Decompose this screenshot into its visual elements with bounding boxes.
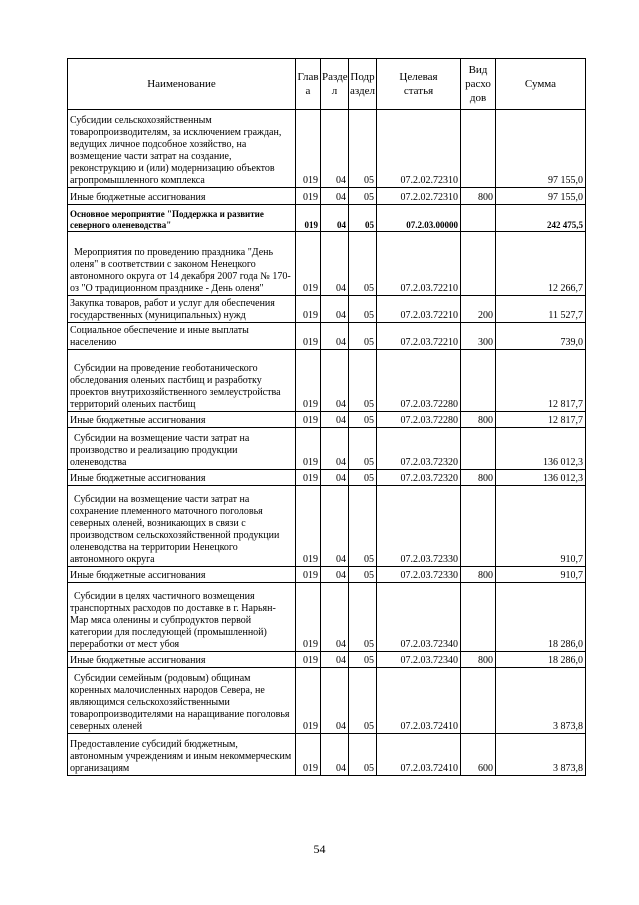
row-vid: 800: [461, 188, 496, 205]
row-glava: 019: [296, 296, 321, 323]
row-name: Социальное обеспечение и иные выплаты населению: [68, 323, 296, 350]
row-name: Иные бюджетные ассигнования: [68, 567, 296, 583]
table-row: [68, 652, 586, 668]
row-name: Иные бюджетные ассигнования: [68, 188, 296, 205]
row-razdel: 04: [321, 583, 349, 652]
row-glava: 019: [296, 668, 321, 734]
row-podrazdel: 05: [349, 296, 377, 323]
row-razdel: 04: [321, 110, 349, 188]
row-sum: 3 873,8: [496, 734, 586, 776]
table-row: [68, 296, 586, 323]
row-sum: 97 155,0: [496, 188, 586, 205]
row-glava: 019: [296, 412, 321, 428]
row-glava: 019: [296, 486, 321, 567]
row-sum: 910,7: [496, 486, 586, 567]
row-sum: 739,0: [496, 323, 586, 350]
row-vid: [461, 205, 496, 232]
table-row: [68, 428, 586, 470]
row-sum: 3 873,8: [496, 668, 586, 734]
row-name: Иные бюджетные ассигнования: [68, 412, 296, 428]
row-vid: 800: [461, 470, 496, 486]
row-razdel: 04: [321, 567, 349, 583]
header-podrazdel: Подр аздел: [349, 59, 377, 110]
header-sum: Сумма: [496, 59, 586, 110]
row-vid: 800: [461, 652, 496, 668]
row-target: 07.2.03.72410: [377, 668, 461, 734]
row-vid: [461, 110, 496, 188]
header-vid: Вид расхо дов: [461, 59, 496, 110]
table-row: [68, 188, 586, 205]
row-vid: 300: [461, 323, 496, 350]
row-target: 07.2.03.72280: [377, 350, 461, 412]
row-sum: 11 527,7: [496, 296, 586, 323]
budget-table: [67, 58, 586, 776]
row-sum: 242 475,5: [496, 205, 586, 232]
row-sum: 136 012,3: [496, 428, 586, 470]
row-podrazdel: 05: [349, 428, 377, 470]
header-glava: Глав а: [296, 59, 321, 110]
row-sum: 97 155,0: [496, 110, 586, 188]
row-target: 07.2.03.72340: [377, 652, 461, 668]
row-name: Субсидии сельскохозяйственным товаропроизводителям, за исключением граждан, ведущих личное подсобное хозяйство, на возмещение части затрат на создание, реконструкцию и (или) модернизацию объектов агропромышленного комплекса: [68, 110, 296, 188]
row-vid: [461, 428, 496, 470]
table-row: [68, 323, 586, 350]
row-name: Субсидии на возмещение части затрат на сохранение племенного маточного поголовья северных оленей, возникающих в связи с производством сельскохозяйственной продукции оленеводства на территории Ненецкого автономного округа: [68, 486, 296, 567]
row-glava: 019: [296, 567, 321, 583]
row-name: Субсидии на проведение геоботанического обследования оленьих пастбищ и разработку проектов внутрихозяйственного землеустройства территорий оленьих пастбищ: [68, 350, 296, 412]
row-razdel: 04: [321, 412, 349, 428]
row-name: Основное мероприятие "Поддержка и развитие северного оленеводства": [68, 205, 296, 232]
row-target: 07.2.03.00000: [377, 205, 461, 232]
row-razdel: 04: [321, 296, 349, 323]
row-vid: [461, 668, 496, 734]
table-row: [68, 110, 586, 188]
row-sum: 12 817,7: [496, 350, 586, 412]
row-name: Иные бюджетные ассигнования: [68, 652, 296, 668]
row-razdel: 04: [321, 486, 349, 567]
row-glava: 019: [296, 652, 321, 668]
row-razdel: 04: [321, 428, 349, 470]
row-podrazdel: 05: [349, 470, 377, 486]
table-row: [68, 583, 586, 652]
row-sum: 12 817,7: [496, 412, 586, 428]
row-glava: 019: [296, 734, 321, 776]
row-podrazdel: 05: [349, 188, 377, 205]
row-sum: 18 286,0: [496, 652, 586, 668]
table-row: [68, 205, 586, 232]
row-vid: 800: [461, 567, 496, 583]
row-glava: 019: [296, 323, 321, 350]
table-row: [68, 734, 586, 776]
row-target: 07.2.03.72330: [377, 567, 461, 583]
row-target: 07.2.02.72310: [377, 110, 461, 188]
row-name: Субсидии в целях частичного возмещения транспортных расходов по доставке в г. Нарьян-Мар мяса оленины и субпродуктов первой категории для последующей (промышленной) переработки от мест убоя: [68, 583, 296, 652]
row-podrazdel: 05: [349, 110, 377, 188]
row-vid: 600: [461, 734, 496, 776]
row-target: 07.2.03.72280: [377, 412, 461, 428]
table-row: [68, 350, 586, 412]
row-glava: 019: [296, 232, 321, 296]
row-vid: 800: [461, 412, 496, 428]
row-vid: [461, 232, 496, 296]
row-name: Закупка товаров, работ и услуг для обеспечения государственных (муниципальных) нужд: [68, 296, 296, 323]
row-razdel: 04: [321, 652, 349, 668]
row-podrazdel: 05: [349, 486, 377, 567]
row-razdel: 04: [321, 668, 349, 734]
header-razdel: Разде л: [321, 59, 349, 110]
table-row: [68, 567, 586, 583]
row-name: Иные бюджетные ассигнования: [68, 470, 296, 486]
row-name: Предоставление субсидий бюджетным, автономным учреждениям и иным некоммерческим организациям: [68, 734, 296, 776]
row-podrazdel: 05: [349, 652, 377, 668]
row-podrazdel: 05: [349, 668, 377, 734]
row-razdel: 04: [321, 205, 349, 232]
table-header-row: [68, 59, 586, 110]
row-vid: [461, 486, 496, 567]
row-name: Субсидии семейным (родовым) общинам коренных малочисленных народов Севера, не являющимся сельскохозяйственными товаропроизводителями на наращивание поголовья северных оленей: [68, 668, 296, 734]
row-podrazdel: 05: [349, 350, 377, 412]
page-number: 54: [313, 842, 326, 856]
row-podrazdel: 05: [349, 567, 377, 583]
row-target: 07.2.03.72210: [377, 232, 461, 296]
row-sum: 136 012,3: [496, 470, 586, 486]
row-razdel: 04: [321, 470, 349, 486]
row-glava: 019: [296, 428, 321, 470]
row-podrazdel: 05: [349, 232, 377, 296]
table-row: [68, 470, 586, 486]
row-name: Субсидии на возмещение части затрат на производство и реализацию продукции оленеводства: [68, 428, 296, 470]
row-target: 07.2.03.72410: [377, 734, 461, 776]
row-target: 07.2.03.72340: [377, 583, 461, 652]
row-podrazdel: 05: [349, 412, 377, 428]
row-name: Мероприятия по проведению праздника "День оленя" в соответствии с законом Ненецкого автономного округа от 14 декабря 2007 года № 170-оз "О традиционном празднике - День оленя": [68, 232, 296, 296]
table-row: [68, 486, 586, 567]
row-glava: 019: [296, 350, 321, 412]
row-podrazdel: 05: [349, 323, 377, 350]
row-target: 07.2.03.72320: [377, 428, 461, 470]
row-target: 07.2.03.72330: [377, 486, 461, 567]
row-sum: 18 286,0: [496, 583, 586, 652]
row-target: 07.2.03.72320: [377, 470, 461, 486]
row-podrazdel: 05: [349, 205, 377, 232]
header-target: Целевая статья: [377, 59, 461, 110]
table-row: [68, 668, 586, 734]
row-vid: [461, 350, 496, 412]
row-razdel: 04: [321, 188, 349, 205]
row-podrazdel: 05: [349, 734, 377, 776]
row-glava: 019: [296, 583, 321, 652]
row-target: 07.2.02.72310: [377, 188, 461, 205]
row-glava: 019: [296, 205, 321, 232]
row-vid: [461, 583, 496, 652]
row-vid: 200: [461, 296, 496, 323]
table-row: [68, 412, 586, 428]
row-target: 07.2.03.72210: [377, 323, 461, 350]
row-razdel: 04: [321, 350, 349, 412]
header-name: Наименование: [68, 59, 296, 110]
row-razdel: 04: [321, 734, 349, 776]
row-podrazdel: 05: [349, 583, 377, 652]
row-sum: 910,7: [496, 567, 586, 583]
table-row: [68, 232, 586, 296]
row-sum: 12 266,7: [496, 232, 586, 296]
row-glava: 019: [296, 188, 321, 205]
row-razdel: 04: [321, 323, 349, 350]
row-target: 07.2.03.72210: [377, 296, 461, 323]
row-glava: 019: [296, 470, 321, 486]
row-glava: 019: [296, 110, 321, 188]
row-razdel: 04: [321, 232, 349, 296]
